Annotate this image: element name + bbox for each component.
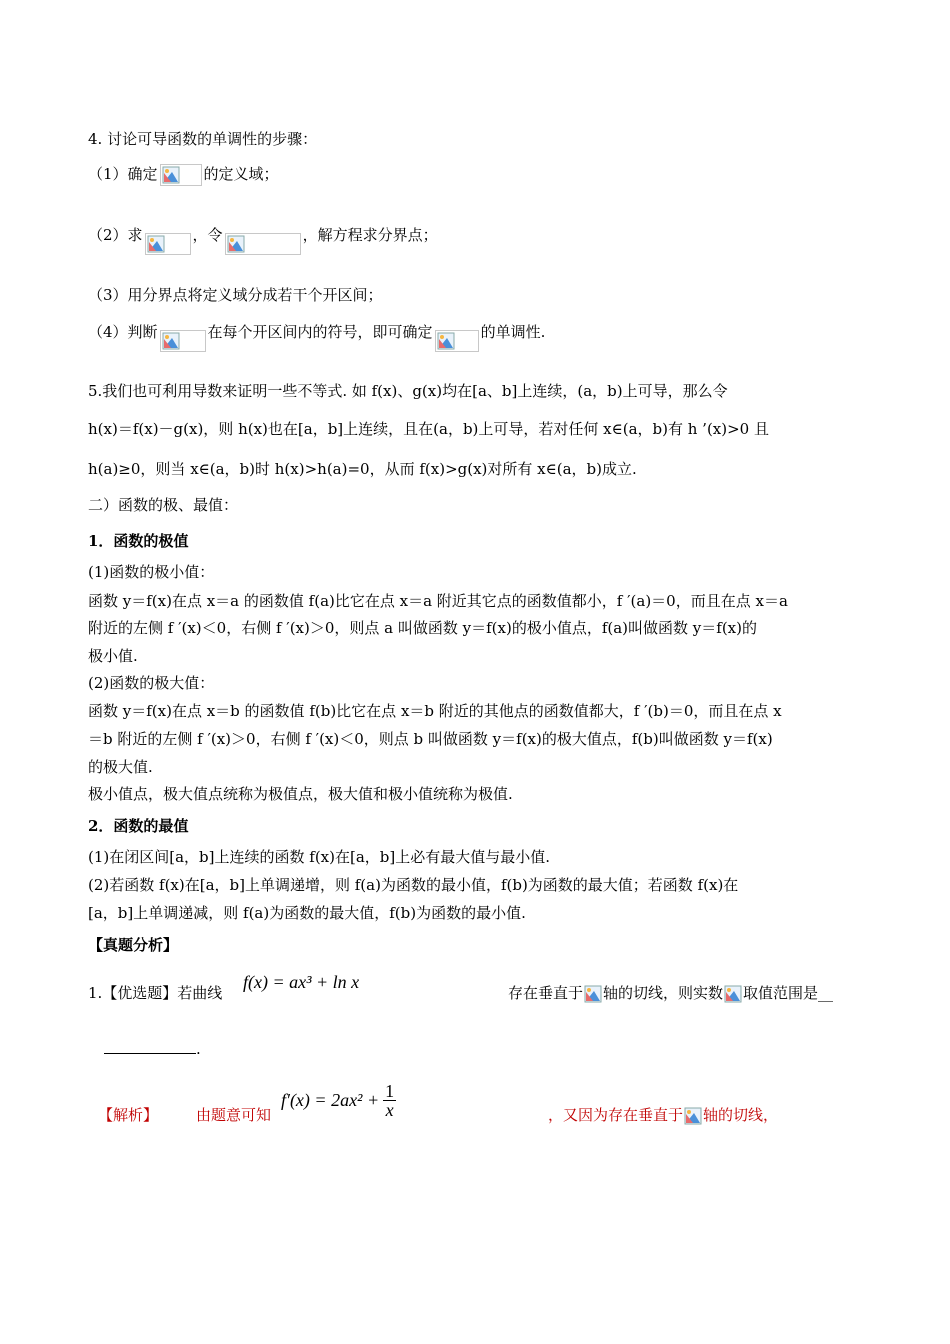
solution-text-a: 由题意可知: [196, 1106, 272, 1124]
step2-text-b: ，令: [192, 226, 223, 244]
broken-image-icon: [684, 1107, 702, 1125]
local-min-line2: 附近的左侧 f ′(x)＜0，右侧 f ′(x)＞0，则点 a 叫做函数 y＝f(x)的极小值点，f(a)叫做函数 y＝f(x)的: [88, 619, 757, 637]
broken-image-icon: [160, 164, 202, 186]
question-prefix: 1.【优选题】若曲线: [88, 984, 223, 1002]
broken-image-icon: [160, 330, 206, 352]
solution-tag: 【解析】: [98, 1106, 159, 1124]
section5-line2: h(x)＝f(x)－g(x)，则 h(x)也在[a，b]上连续，且在(a，b)上可导，若对任何 x∈(a，b)有 h ’(x)>0 且: [88, 420, 769, 438]
step-3: （3）用分界点将定义域分成若干个开区间；: [88, 286, 383, 304]
maxmin-rule1: (1)在闭区间[a，b]上连续的函数 f(x)在[a，b]上必有最大值与最小值.: [88, 848, 550, 866]
local-max-line3: 的极大值.: [88, 758, 153, 776]
question-mid2: 轴的切线，则实数: [603, 984, 724, 1002]
broken-image-icon: [225, 233, 301, 255]
step1-text-b: 的定义域；: [203, 165, 279, 183]
step4-text-c: 的单调性.: [480, 323, 546, 341]
local-max-line2: ＝b 附近的左侧 f ′(x)＞0，右侧 f ′(x)＜0，则点 b 叫做函数 y＝f(x)的极大值点，f(b)叫做函数 y＝f(x): [88, 730, 773, 748]
local-min-line3: 极小值.: [88, 647, 138, 665]
fraction-numerator: 1: [385, 1081, 395, 1101]
broken-image-icon: [724, 985, 742, 1003]
solution-tail: [548, 1104, 778, 1126]
local-min-line1: 函数 y＝f(x)在点 x＝a 的函数值 f(a)比它在点 x＝a 附近其它点的函数值都小，f ′(a)＝0，而且在点 x＝a: [88, 592, 788, 610]
solution-text-b: ，又因为存在垂直于: [548, 1106, 684, 1124]
extrema-heading: 1．函数的极值: [88, 532, 189, 550]
broken-image-icon: [145, 233, 191, 255]
maxmin-rule2-line1: (2)若函数 f(x)在[a，b]上单调递增，则 f(a)为函数的最小值，f(b)为函数的最大值；若函数 f(x)在: [88, 876, 739, 894]
part2-heading: 二）函数的极、最值：: [88, 496, 239, 514]
step2-text-c: ，解方程求分界点；: [302, 226, 438, 244]
step-4: [88, 321, 545, 344]
fraction-denominator: x: [385, 1100, 394, 1120]
analysis-heading: 【真题分析】: [88, 936, 179, 954]
section5-line3: h(a)≥0，则当 x∈(a，b)时 h(x)>h(a)=0，从而 f(x)>g(x)对所有 x∈(a，b)成立.: [88, 460, 637, 478]
local-max-title: (2)函数的极大值：: [88, 674, 215, 692]
solution-fraction: [383, 1082, 396, 1119]
section4-title: 4. 讨论可导函数的单调性的步骤：: [88, 130, 318, 148]
local-max-line1: 函数 y＝f(x)在点 x＝b 的函数值 f(b)比它在点 x＝b 附近的其他点的函数值都大，f ′(b)＝0，而且在点 x: [88, 702, 782, 720]
solution-formula-left: f′(x) = 2ax² +: [281, 1090, 380, 1110]
answer-blank-period: .: [196, 1040, 201, 1058]
step-2: [88, 224, 438, 247]
question-tail: [508, 982, 833, 1004]
maxmin-rule2-line2: [a，b]上单调递减，则 f(a)为函数的最大值，f(b)为函数的最小值.: [88, 904, 526, 922]
question-mid: 存在垂直于: [508, 984, 584, 1002]
local-min-title: (1)函数的极小值：: [88, 563, 215, 581]
section5-line1: 5.我们也可利用导数来证明一些不等式. 如 f(x)、g(x)均在[a、b]上连续，(a，b)上可导，那么令: [88, 382, 728, 400]
step4-text-b: 在每个开区间内的符号，即可确定: [207, 323, 433, 341]
step2-text-a: （2）求: [88, 226, 143, 244]
broken-image-icon: [435, 330, 479, 352]
extrema-summary: 极小值点，极大值点统称为极值点，极大值和极小值统称为极值.: [88, 785, 513, 803]
solution-text-c: 轴的切线，: [703, 1106, 779, 1124]
question-formula: f(x) = ax³ + ln x: [243, 972, 360, 992]
answer-blank: [104, 1038, 201, 1060]
step-1: [88, 163, 279, 186]
step4-text-a: （4）判断: [88, 323, 158, 341]
question-end: 取值范围是__: [743, 984, 834, 1002]
step1-text-a: （1）确定: [88, 165, 158, 183]
solution-formula: [281, 1082, 396, 1119]
broken-image-icon: [584, 985, 602, 1003]
maxmin-heading: 2．函数的最值: [88, 817, 189, 835]
